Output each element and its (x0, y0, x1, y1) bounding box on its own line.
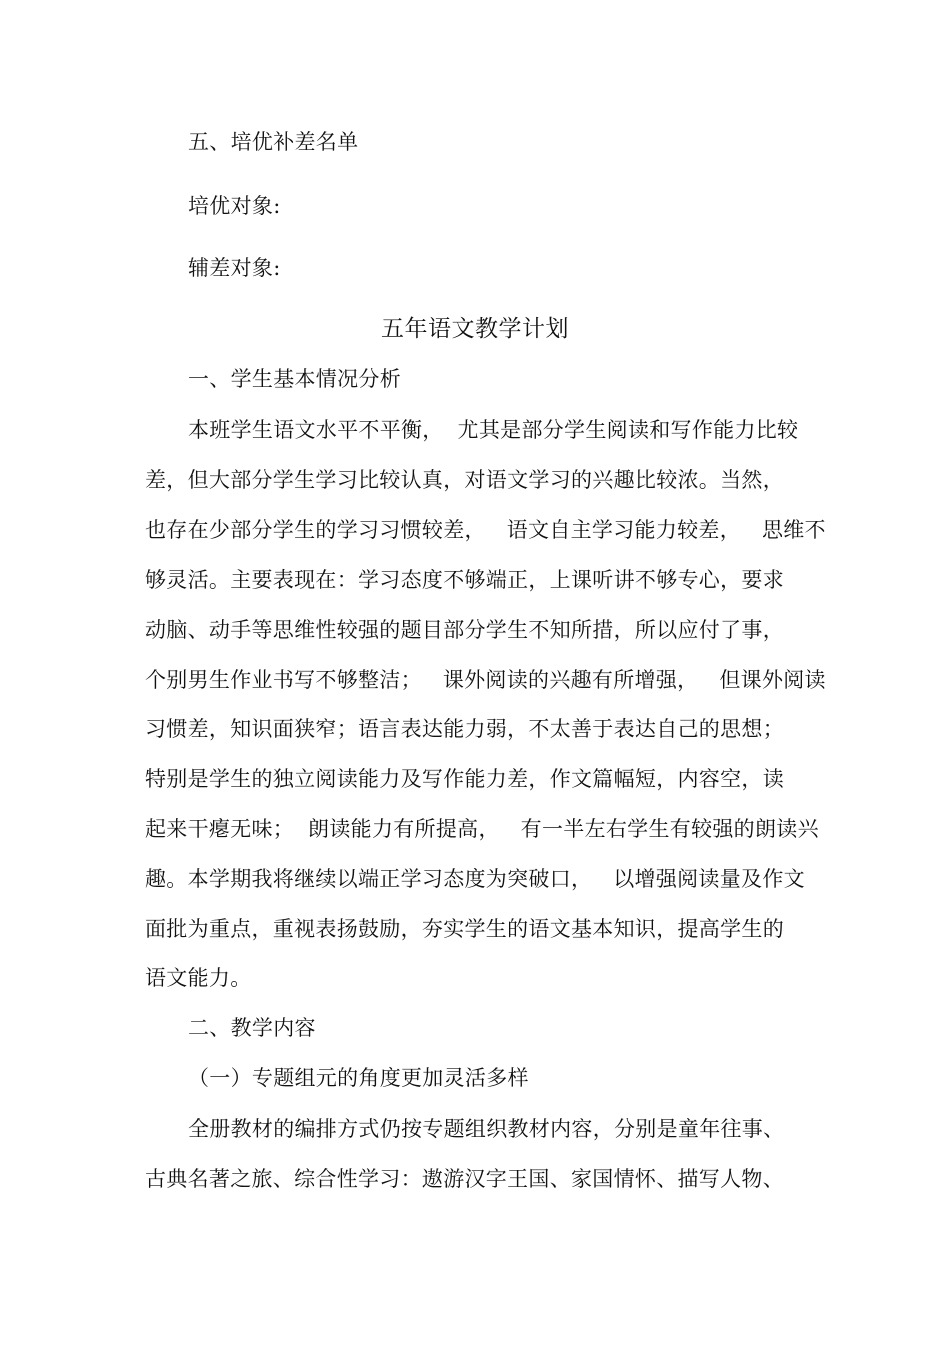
paragraph-line: 习惯差，知识面狭窄；语言表达能力弱，不太善于表达自己的思想； (145, 717, 784, 741)
remedial-students-label: 辅差对象: (188, 256, 281, 280)
paragraph-line: 个别男生作业书写不够整洁； 课外阅读的兴趣有所增强， 但课外阅读 (145, 668, 826, 692)
paragraph-line: 本班学生语文水平不平衡， 尤其是部分学生阅读和写作能力比较 (188, 418, 799, 442)
paragraph-line: 动脑、动手等思维性较强的题目部分学生不知所措，所以应付了事， (145, 618, 784, 642)
paragraph-line: 够灵活。主要表现在：学习态度不够端正，上课听讲不够专心，要求 (145, 568, 784, 592)
excellent-students-label: 培优对象: (188, 194, 281, 218)
part1-heading: 一、学生基本情况分析 (188, 367, 401, 391)
paragraph-line: 古典名著之旅、综合性学习：遨游汉字王国、家国情怀、描写人物、 (145, 1167, 784, 1191)
section5-heading: 五、培优补差名单 (188, 130, 359, 154)
paragraph-line: 全册教材的编排方式仍按专题组织教材内容，分别是童年往事、 (188, 1117, 785, 1141)
paragraph-line: 差，但大部分学生学习比较认真，对语文学习的兴趣比较浓。当然， (145, 468, 784, 492)
paragraph-line: 也存在少部分学生的学习习惯较差， 语文自主学习能力较差， 思维不 (145, 518, 826, 542)
paragraph-line: 面批为重点，重视表扬鼓励，夯实学生的语文基本知识，提高学生的 (145, 917, 784, 941)
part2-heading: 二、教学内容 (188, 1016, 316, 1040)
document-title: 五年语文教学计划 (381, 316, 569, 342)
paragraph-line: 特别是学生的独立阅读能力及写作能力差，作文篇幅短，内容空，读 (145, 767, 784, 791)
paragraph-line: 起来干瘪无味； 朗读能力有所提高， 有一半左右学生有较强的朗读兴 (145, 817, 819, 841)
paragraph-line: 趣。本学期我将继续以端正学习态度为突破口， 以增强阅读量及作文 (145, 867, 805, 891)
paragraph-line: 语文能力。 (145, 966, 252, 990)
part2-subheading: （一）专题组元的角度更加灵活多样 (188, 1066, 529, 1090)
